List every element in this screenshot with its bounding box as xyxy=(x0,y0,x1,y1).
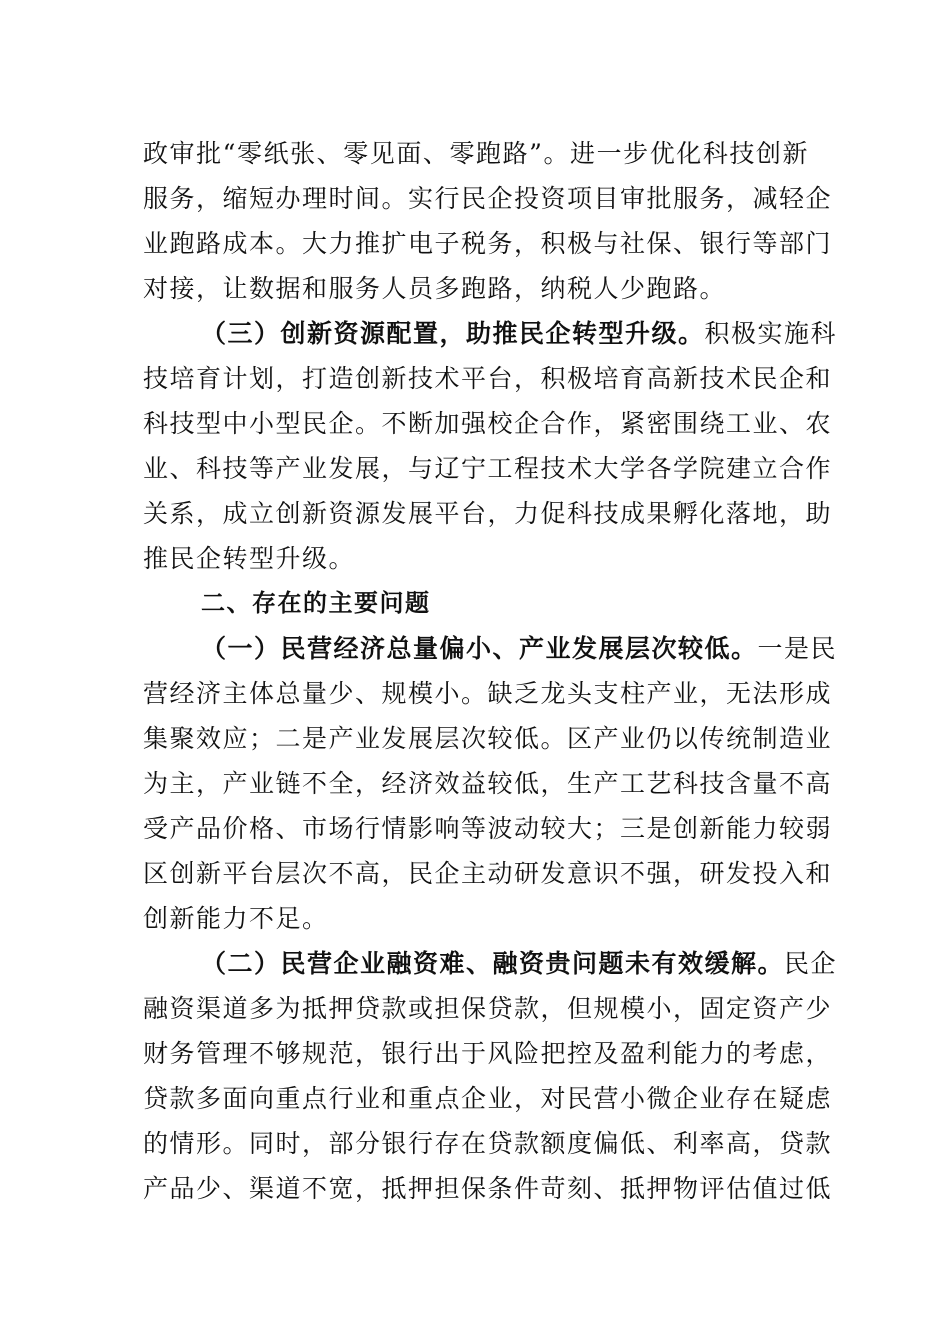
text-line: 技培育计划，打造创新技术平台，积极培育高新技术民企和 xyxy=(143,364,833,393)
text-line: 对接，让数据和服务人员多跑路，纳税人少跑路。 xyxy=(143,274,727,303)
section-heading: 二、存在的主要问题 xyxy=(201,589,431,617)
paragraph-lead-rest: 积极实施科 xyxy=(704,319,838,348)
paragraph-lead-rest: 民企 xyxy=(784,949,838,978)
text-line: 的情形。同时，部分银行存在贷款额度偏低、利率高，贷款 xyxy=(143,1129,833,1158)
text-line: 集聚效应；二是产业发展层次较低。区产业仍以传统制造业 xyxy=(143,724,833,753)
text-line: 推民企转型升级。 xyxy=(143,544,356,573)
text-line: 产品少、渠道不宽，抵押担保条件苛刻、抵押物评估值过低 xyxy=(143,1174,833,1203)
text-line: 区创新平台层次不高，民企主动研发意识不强，研发投入和 xyxy=(143,859,833,888)
text-line: 关系，成立创新资源发展平台，力促科技成果孵化落地，助 xyxy=(143,499,833,528)
text-line: 政审批“零纸张、零见面、零跑路”。进一步优化科技创新 xyxy=(143,139,809,168)
text-line-first xyxy=(143,941,838,986)
paragraph-economy-scale xyxy=(143,626,838,941)
text-line: 科技型中小型民企。不断加强校企合作，紧密围绕工业、农 xyxy=(143,409,833,438)
paragraph-continuation xyxy=(143,131,833,311)
text-line: 贷款多面向重点行业和重点企业，对民营小微企业存在疑虑 xyxy=(143,1084,833,1113)
paragraph-lead-rest: 一是民 xyxy=(757,634,838,663)
text-line: 业、科技等产业发展，与辽宁工程技术大学各学院建立合作 xyxy=(143,454,833,483)
text-line: 财务管理不够规范，银行出于风险把控及盈利能力的考虑， xyxy=(143,1039,833,1068)
text-line: 受产品价格、市场行情影响等波动较大；三是创新能力较弱 xyxy=(143,814,833,843)
text-line: 为主，产业链不全，经济效益较低，生产工艺科技含量不高 xyxy=(143,769,833,798)
document-body xyxy=(143,131,838,1211)
paragraph-lead-heading: （一）民营经济总量偏小、产业发展层次较低。 xyxy=(201,634,758,663)
text-line: 业跑路成本。大力推扩电子税务，积极与社保、银行等部门 xyxy=(143,229,833,258)
text-line: 服务，缩短办理时间。实行民企投资项目审批服务，减轻企 xyxy=(143,184,833,213)
paragraph-financing xyxy=(143,941,838,1211)
text-line: 创新能力不足。 xyxy=(143,904,329,933)
paragraph-lead-heading: （三）创新资源配置，助推民企转型升级。 xyxy=(201,319,705,348)
text-line: 营经济主体总量少、规模小。缺乏龙头支柱产业，无法形成 xyxy=(143,679,833,708)
text-line: 融资渠道多为抵押贷款或担保贷款，但规模小，固定资产少 xyxy=(143,994,833,1023)
paragraph-innovation-resources xyxy=(143,311,838,581)
paragraph-lead-heading: （二）民营企业融资难、融资贵问题未有效缓解。 xyxy=(201,949,785,978)
text-line-first xyxy=(143,626,838,671)
text-line-first xyxy=(143,311,838,356)
